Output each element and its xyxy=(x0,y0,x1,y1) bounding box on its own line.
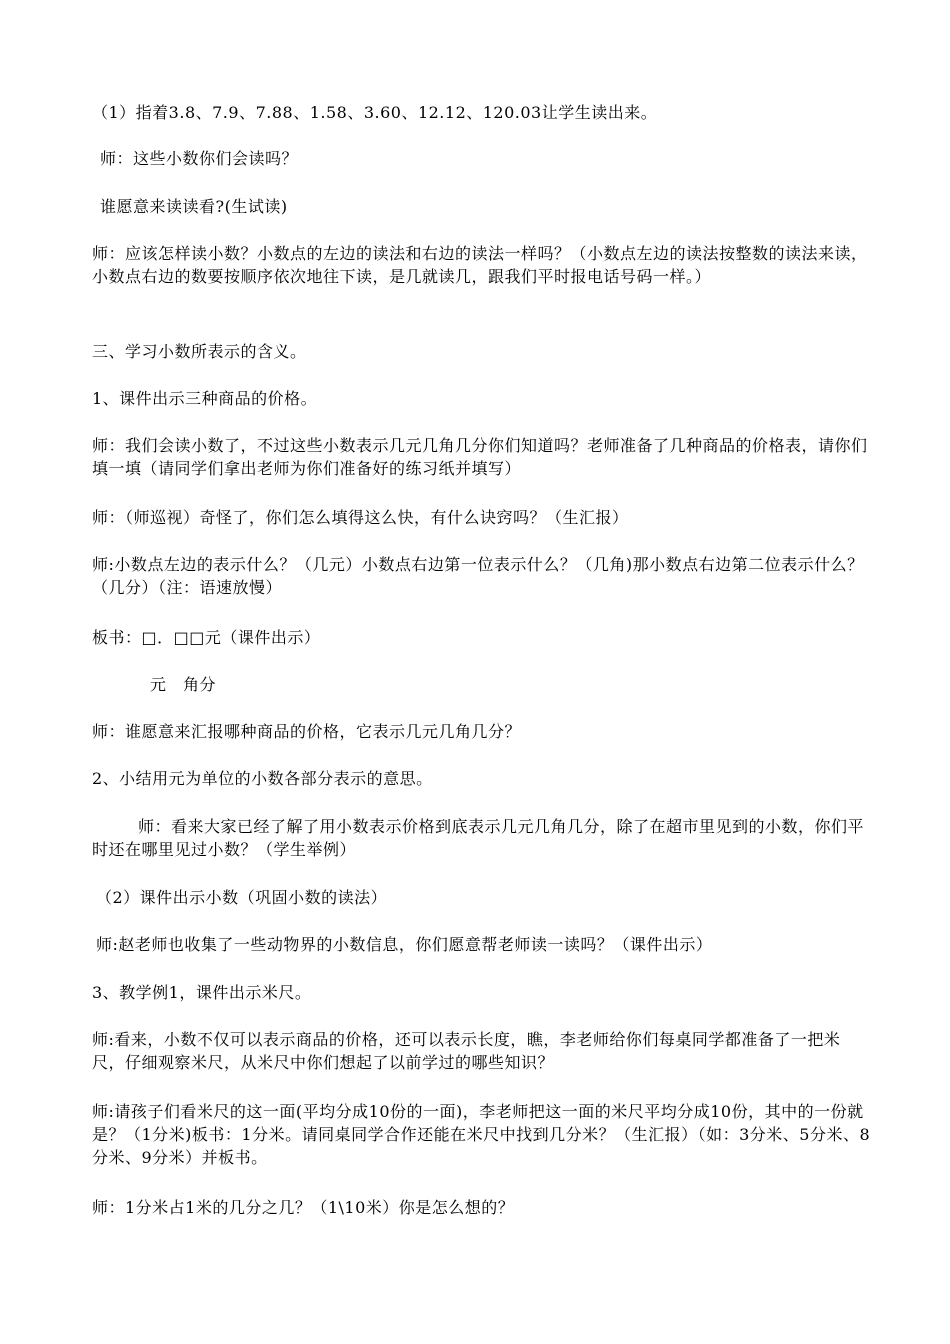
paragraph-show-decimals: （2）课件出示小数（巩固小数的读法） xyxy=(96,888,388,907)
paragraph-show-prices: 1、课件出示三种商品的价格。 xyxy=(92,389,318,408)
paragraph-meter-ruler: 师:看来，小数不仅可以表示商品的价格，还可以表示长度，瞧，李老师给你们每桌同学都准备了一把米尺，仔细观察米尺，从米尺中你们想起了以前学过的哪些知识？ xyxy=(92,1030,841,1072)
paragraph-teacher-question-1: 师：这些小数你们会读吗？ xyxy=(100,149,299,168)
paragraph-where-seen: 师：看来大家已经了解了用小数表示价格到底表示几元几角几分，除了在超市里见到的小数，你们平时还在哪里见过小数？（学生举例） xyxy=(92,817,865,859)
paragraph-unit-labels: 元 角分 xyxy=(150,675,217,694)
paragraph-report-price: 师：谁愿意来汇报哪种商品的价格，它表示几元几角几分？ xyxy=(92,722,522,741)
paragraph-example-1: 3、教学例1，课件出示米尺。 xyxy=(92,983,312,1002)
paragraph-read-decimals: （1）指着3.8、7.9、7.88、1.58、3.60、12.12、120.03让学生读出来。 xyxy=(92,103,658,122)
paragraph-try-reading: 谁愿意来读读看?(生试读) xyxy=(100,197,288,216)
paragraph-decimeter: 师:请孩子们看米尺的这一面(平均分成10份的一面)，李老师把这一面的米尺平均分成10份，其中的一份就是？（1分米)板书：1分米。请同桌同学合作还能在米尺中找到几分米？（生汇报）（如：3分米、5分米、8分米、9分米）并板书。 xyxy=(92,1102,871,1167)
paragraph-decimal-places: 师:小数点左边的表示什么？（几元）小数点右边第一位表示什么？（几角)那小数点右边第二位表示什么？（几分）（注：语速放慢） xyxy=(92,555,864,597)
paragraph-summary: 2、小结用元为单位的小数各部分表示的意思。 xyxy=(92,769,433,788)
paragraph-teacher-patrol: 师：（师巡视）奇怪了，你们怎么填得这么快，有什么诀窍吗？（生汇报） xyxy=(92,508,629,527)
paragraph-how-to-read: 师：应该怎样读小数？小数点的左边的读法和右边的读法一样吗？（小数点左边的读法按整数的读法来读，小数点右边的数要按顺序依次地往下读，是几就读几，跟我们平时报电话号码一样。） xyxy=(92,244,868,286)
paragraph-board-writing: 板书：□．□□元（课件出示） xyxy=(92,628,321,647)
paragraph-price-table: 师：我们会读小数了，不过这些小数表示几元几角几分你们知道吗？老师准备了几种商品的价格表，请你们填一填（请同学们拿出老师为你们准备好的练习纸并填写） xyxy=(92,436,868,478)
paragraph-fraction-question: 师：1分米占1米的几分之几？（1\10米）你是怎么想的？ xyxy=(92,1198,515,1217)
section-heading-meaning: 三、学习小数所表示的含义。 xyxy=(92,342,307,361)
paragraph-animal-info: 师:赵老师也收集了一些动物界的小数信息，你们愿意帮老师读一读吗？（课件出示） xyxy=(96,935,713,954)
